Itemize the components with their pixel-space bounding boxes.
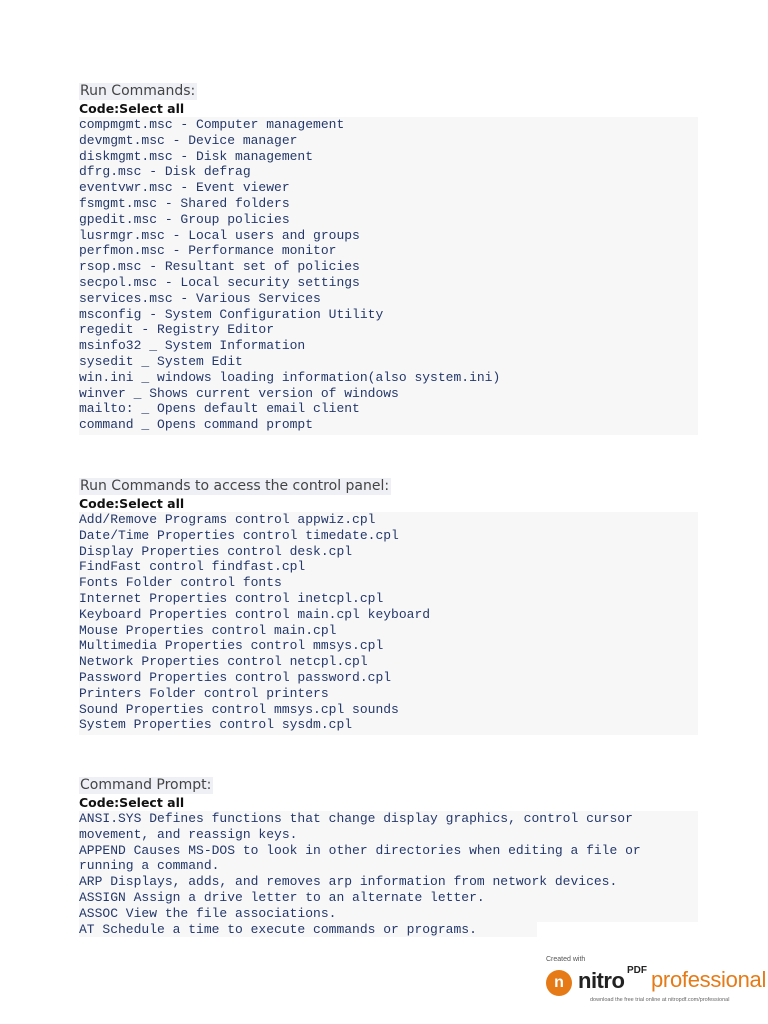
code-line: gpedit.msc - Group policies bbox=[79, 211, 290, 227]
code-line: winver _ Shows current version of windows bbox=[79, 385, 399, 401]
code-line: lusrmgr.msc - Local users and groups bbox=[79, 227, 360, 243]
section-control-panel bbox=[79, 475, 698, 735]
code-line: ASSOC View the file associations. bbox=[79, 906, 698, 922]
created-with-label: Created with bbox=[546, 956, 586, 963]
code-line: msconfig - System Configuration Utility bbox=[79, 306, 384, 322]
section-run-commands bbox=[79, 80, 698, 435]
code-line: perfmon.msc - Performance monitor bbox=[79, 243, 337, 259]
code-line: AT Schedule a time to execute commands or programs. bbox=[79, 922, 537, 938]
code-line: Fonts Folder control fonts bbox=[79, 575, 282, 591]
code-line: win.ini _ windows loading information(also system.ini) bbox=[79, 369, 501, 385]
code-line: Add/Remove Programs control appwiz.cpl bbox=[79, 512, 376, 527]
section-command-prompt bbox=[79, 774, 698, 939]
code-line: services.msc - Various Services bbox=[79, 290, 321, 306]
brand-name: nitro bbox=[578, 968, 625, 993]
code-line: Display Properties control desk.cpl bbox=[79, 543, 353, 559]
code-line: msinfo32 _ System Information bbox=[79, 338, 306, 354]
code-select-all-label[interactable]: Code:Select all bbox=[79, 496, 185, 511]
code-line: Printers Folder control printers bbox=[79, 685, 329, 701]
section-title: Run Commands: bbox=[80, 83, 196, 99]
code-line: System Properties control sysdm.cpl bbox=[79, 717, 353, 733]
code-line: sysedit _ System Edit bbox=[79, 353, 243, 369]
code-select-all-label[interactable]: Code:Select all bbox=[79, 795, 185, 810]
section-title: Command Prompt: bbox=[80, 777, 212, 793]
code-line: Date/Time Properties control timedate.cpl bbox=[79, 527, 399, 543]
code-line: regedit - Registry Editor bbox=[79, 322, 275, 338]
brand-superscript: PDF bbox=[627, 965, 647, 976]
code-line: rsop.msc - Resultant set of policies bbox=[79, 259, 360, 275]
code-line: ANSI.SYS Defines functions that change display graphics, control cursor bbox=[79, 811, 698, 827]
section-title: Run Commands to access the control panel: bbox=[80, 478, 390, 494]
code-line: compmgmt.msc - Computer management bbox=[79, 117, 345, 132]
code-line: mailto: _ Opens default email client bbox=[79, 401, 360, 417]
code-line: APPEND Causes MS-DOS to look in other directories when editing a file or bbox=[79, 843, 698, 859]
code-line: ASSIGN Assign a drive letter to an alternate letter. bbox=[79, 890, 698, 906]
nitro-badge-icon: n bbox=[546, 970, 572, 996]
code-line: eventvwr.msc - Event viewer bbox=[79, 180, 290, 196]
code-line: Multimedia Properties control mmsys.cpl bbox=[79, 638, 384, 654]
code-line: secpol.msc - Local security settings bbox=[79, 274, 360, 290]
code-line: ARP Displays, adds, and removes arp information from network devices. bbox=[79, 874, 698, 890]
code-line: dfrg.msc - Disk defrag bbox=[79, 164, 251, 180]
code-line: Network Properties control netcpl.cpl bbox=[79, 654, 368, 670]
nitro-pdf-logo bbox=[544, 956, 767, 1006]
code-line: Password Properties control password.cpl bbox=[79, 669, 392, 685]
code-block bbox=[79, 117, 698, 435]
code-line: Keyboard Properties control main.cpl keyboard bbox=[79, 606, 431, 622]
brand-tagline: download the free trial online at nitropdf.com/professional bbox=[590, 997, 730, 1003]
code-line: running a command. bbox=[79, 858, 698, 874]
code-line: movement, and reassign keys. bbox=[79, 827, 698, 843]
code-line: Mouse Properties control main.cpl bbox=[79, 622, 337, 638]
code-line: Sound Properties control mmsys.cpl sounds bbox=[79, 701, 399, 717]
code-block bbox=[79, 811, 641, 939]
code-select-all-label[interactable]: Code:Select all bbox=[79, 101, 185, 116]
code-block bbox=[79, 512, 698, 735]
code-line: devmgmt.msc - Device manager bbox=[79, 132, 298, 148]
code-line: command _ Opens command prompt bbox=[79, 417, 314, 433]
code-line: Internet Properties control inetcpl.cpl bbox=[79, 590, 384, 606]
brand-suffix: professional bbox=[651, 967, 767, 992]
code-line: fsmgmt.msc - Shared folders bbox=[79, 195, 290, 211]
code-line: diskmgmt.msc - Disk management bbox=[79, 148, 314, 164]
code-line: FindFast control findfast.cpl bbox=[79, 559, 306, 575]
